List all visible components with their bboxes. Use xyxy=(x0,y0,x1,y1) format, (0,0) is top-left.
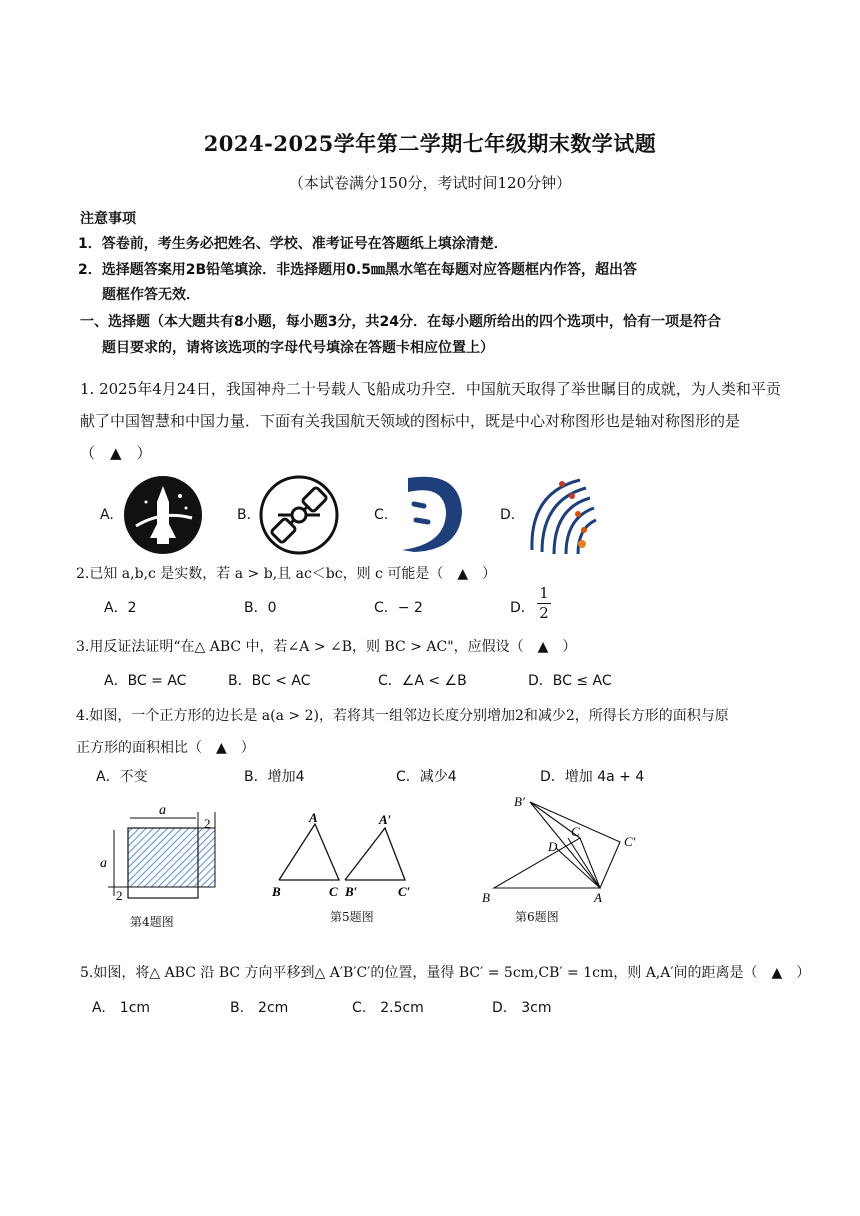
figure-6-diagram xyxy=(478,790,653,906)
q2-option-c: C．− 2 xyxy=(374,600,423,616)
fig6-label-A: A xyxy=(594,890,602,905)
fig5-label-A1: A′ xyxy=(379,812,392,827)
fig5-label-B1: B′ xyxy=(345,884,358,899)
section-1-heading: 一、选择题（本大题共有8小题，每小题3分，共24分．在每小题所给出的四个选项中，恰有一项是符合 xyxy=(80,314,721,330)
section-1-heading-cont: 题目要求的，请将该选项的字母代号填涂在答题卡相应位置上） xyxy=(102,340,494,356)
q4-option-a: A．不变 xyxy=(96,769,148,785)
q2-option-d-fraction xyxy=(537,584,551,623)
swirl-emblem-icon xyxy=(394,470,468,556)
q3-option-d: D．BC ≤ AC xyxy=(528,673,612,689)
rocket-emblem-icon xyxy=(122,474,204,556)
fig4-label-a-top: a xyxy=(159,803,166,818)
fig4-label-2-bottom: 2 xyxy=(116,888,123,903)
notice-item-1: 1．答卷前，考生务必把姓名、学校、准考证号在答题纸上填涂清楚． xyxy=(78,236,508,252)
figure-5-diagram xyxy=(265,800,425,904)
q4-line-1: 4.如图，一个正方形的边长是 a(a > 2)，若将其一组邻边长度分别增加2和减少2，所得长方形的面积与原 xyxy=(76,708,729,724)
q1-option-c-label: C. xyxy=(374,507,389,523)
q2-stem: 2.已知 a,b,c 是实数，若 a > b,且 ac＜bc，则 c 可能是（ ▲ ） xyxy=(76,566,497,582)
fig4-label-2-top: 2 xyxy=(204,816,211,831)
q5-stem: 5.如图，将△ ABC 沿 BC 方向平移到△ A′B′C′的位置，量得 BC′ = 5cm,CB′ = 1cm，则 A,A′间的距离是（ ▲ ） xyxy=(80,965,811,981)
q4-option-c: C．减少4 xyxy=(396,769,457,785)
q2-option-d: D． xyxy=(510,600,535,616)
fig6-label-B1: B′ xyxy=(514,794,525,809)
q3-option-a: A．BC = AC xyxy=(104,673,187,689)
q3-option-b: B．BC < AC xyxy=(228,673,311,689)
fig4-label-a-left: a xyxy=(100,856,107,871)
fraction-denominator: 2 xyxy=(537,603,551,623)
figure-5-caption: 第5题图 xyxy=(330,910,374,924)
fraction-numerator: 1 xyxy=(539,584,549,602)
satellite-emblem-icon xyxy=(258,474,340,556)
q1-line-1: 1. 2025年4月24日，我国神舟二十号载人飞船成功升空．中国航天取得了举世瞩目的成就，为人类和平贡 xyxy=(80,380,781,398)
fig5-label-C: C xyxy=(329,884,338,899)
fig6-label-C: C xyxy=(571,824,580,839)
figure-4-diagram xyxy=(96,800,226,910)
fig6-label-D: D xyxy=(548,839,558,854)
q1-line-3: （ ▲ ） xyxy=(80,444,152,462)
q4-option-d: D．增加 4a + 4 xyxy=(540,769,645,785)
fig6-label-C1: C′ xyxy=(624,834,636,849)
q2-option-b: B．0 xyxy=(244,600,277,616)
q5-option-a: A. 1cm xyxy=(92,1000,151,1016)
q1-option-d-label: D. xyxy=(500,507,516,523)
fig5-label-B: B xyxy=(272,884,281,899)
page-subtitle: （本试卷满分150分，考试时间120分钟） xyxy=(288,174,572,192)
figure-4-caption: 第4题图 xyxy=(130,915,174,929)
fig5-label-A: A xyxy=(309,810,318,825)
orbits-emblem-icon xyxy=(520,474,600,556)
q3-stem: 3.用反证法证明“在△ ABC 中，若∠A > ∠B，则 BC > AC"，应假设（ ▲ ） xyxy=(76,639,577,655)
q1-line-2: 献了中国智慧和中国力量．下面有关我国航天领域的图标中，既是中心对称图形也是轴对称图形的是 xyxy=(80,412,741,430)
q2-option-a: A．2 xyxy=(104,600,137,616)
q5-option-c: C. 2.5cm xyxy=(352,1000,424,1016)
q1-option-a-label: A. xyxy=(100,507,114,523)
q5-option-b: B. 2cm xyxy=(230,1000,289,1016)
notice-item-2-cont: 题框作答无效． xyxy=(102,287,200,303)
fig5-label-C1: C′ xyxy=(398,884,411,899)
page-title: 2024-2025学年第二学期七年级期末数学试题 xyxy=(203,131,657,156)
q5-option-d: D. 3cm xyxy=(492,1000,552,1016)
q1-option-b-label: B. xyxy=(237,507,252,523)
q4-line-2: 正方形的面积相比（ ▲ ） xyxy=(76,740,255,756)
notice-item-2: 2．选择题答案用2B铅笔填涂．非选择题用0.5㎜黑水笔在每题对应答题框内作答，超出答 xyxy=(78,262,637,278)
q4-option-b: B．增加4 xyxy=(244,769,305,785)
figure-6-caption: 第6题图 xyxy=(515,910,559,924)
fig6-label-B: B xyxy=(482,890,490,905)
notice-heading: 注意事项 xyxy=(80,211,136,227)
q3-option-c: C．∠A < ∠B xyxy=(378,673,467,689)
